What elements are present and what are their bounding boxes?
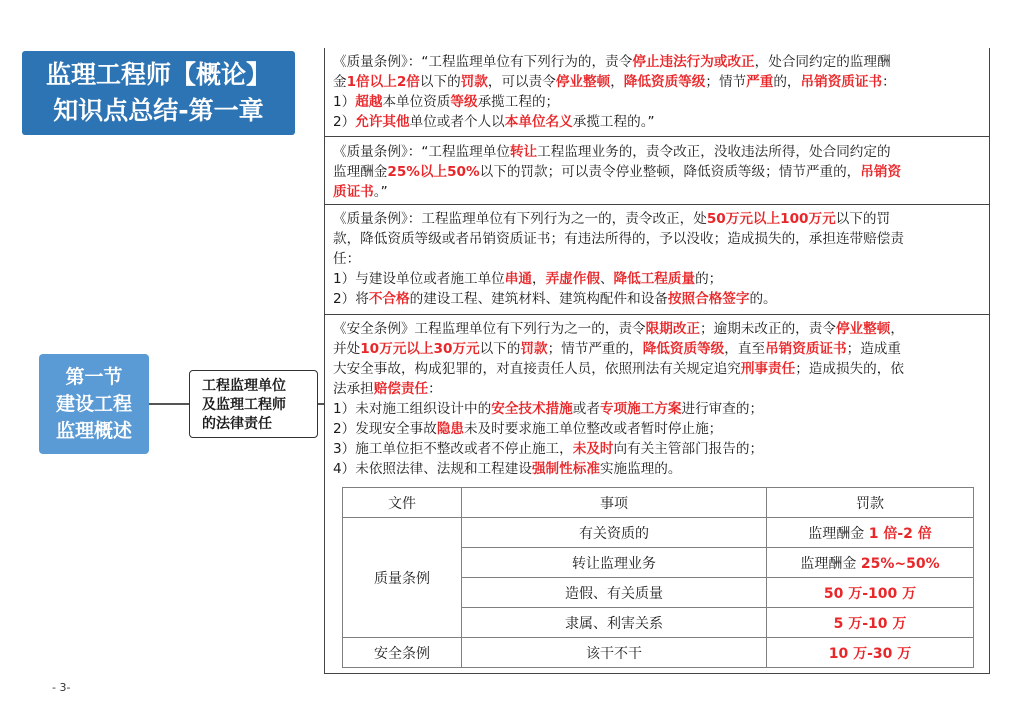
body-text: 2） bbox=[333, 114, 356, 130]
table-header-cell: 事项 bbox=[462, 488, 767, 518]
highlight-text: 1倍以上2倍 bbox=[346, 74, 420, 90]
table-header-row bbox=[343, 488, 974, 518]
table-group-cell: 质量条例 bbox=[343, 518, 462, 638]
table-cell: 转让监理业务 bbox=[462, 548, 767, 578]
text-line bbox=[333, 142, 983, 162]
table-cell: 有关资质的 bbox=[462, 518, 767, 548]
body-text: 实施监理的。 bbox=[599, 461, 682, 477]
body-text: 《质量条例》：“工程监理单位有下列行为的，责令 bbox=[333, 54, 633, 70]
highlight-text: 等级 bbox=[450, 94, 478, 110]
body-text: ，直至 bbox=[724, 341, 766, 357]
body-text: 监理酬金 bbox=[333, 164, 388, 180]
table-cell: 隶属、利害关系 bbox=[462, 608, 767, 638]
body-text: 以下的 bbox=[479, 341, 521, 357]
body-text: 1） bbox=[333, 94, 356, 110]
highlight-text: 罚款 bbox=[460, 74, 488, 90]
body-text: 任： bbox=[333, 251, 361, 267]
text-line bbox=[333, 399, 983, 419]
body-text: ： bbox=[428, 381, 442, 397]
text-line bbox=[333, 339, 983, 359]
text-line bbox=[333, 249, 983, 269]
body-text: ， bbox=[531, 271, 546, 287]
text-line bbox=[333, 112, 983, 132]
chapter-title-line2: 知识点总结-第一章 bbox=[53, 96, 264, 125]
highlight-text: 停止违法行为或改正 bbox=[632, 54, 755, 70]
table-cell bbox=[767, 578, 974, 608]
highlight-text: 限期改正 bbox=[645, 321, 701, 337]
body-text: 2）将 bbox=[333, 291, 369, 307]
content-panel bbox=[324, 48, 990, 674]
divider bbox=[325, 204, 989, 205]
body-text: 承揽工程的。” bbox=[572, 114, 655, 130]
highlight-text: 未及时 bbox=[572, 441, 614, 457]
table-row bbox=[343, 518, 974, 548]
body-text: ， bbox=[610, 74, 624, 90]
body-text: ；情节严重的， bbox=[547, 341, 643, 357]
topic-line2: 及监理工程师 bbox=[202, 397, 286, 413]
highlight-text: 刑事责任 bbox=[740, 361, 796, 377]
body-text: 本单位资质 bbox=[382, 94, 451, 110]
body-text: ；造成损失的，依 bbox=[795, 361, 904, 377]
table-header-cell: 罚款 bbox=[767, 488, 974, 518]
highlight-text: 停业整顿 bbox=[835, 321, 891, 337]
table-cell bbox=[767, 608, 974, 638]
body-text: 3）施工单位拒不整改或者不停止施工， bbox=[333, 441, 573, 457]
section-node bbox=[39, 354, 149, 454]
body-text: 《安全条例》工程监理单位有下列行为之一的，责令 bbox=[333, 321, 646, 337]
fine-value: 1 倍-2 倍 bbox=[868, 525, 932, 542]
table-cell bbox=[767, 638, 974, 668]
chapter-title-line1: 监理工程师【概论】 bbox=[45, 60, 271, 89]
text-line bbox=[333, 359, 983, 379]
table-cell bbox=[767, 518, 974, 548]
section-line2: 建设工程 bbox=[55, 393, 132, 415]
highlight-text: 降低资质等级 bbox=[623, 74, 706, 90]
body-text: 。” bbox=[373, 184, 388, 200]
body-text: 4）未依照法律、法规和工程建设 bbox=[333, 461, 532, 477]
body-text: 以下的 bbox=[419, 74, 461, 90]
divider bbox=[325, 314, 989, 315]
highlight-text: 按照合格签字 bbox=[667, 291, 750, 307]
body-text: ；逾期未改正的，责令 bbox=[700, 321, 836, 337]
body-text: 单位或者个人以 bbox=[409, 114, 505, 130]
section-line3: 监理概述 bbox=[55, 420, 132, 442]
highlight-text: 50万元以上100万元 bbox=[706, 211, 836, 227]
body-text: 金 bbox=[333, 74, 347, 90]
chapter-title bbox=[22, 51, 295, 135]
body-text: ： bbox=[882, 74, 896, 90]
highlight-text: 罚款 bbox=[520, 341, 548, 357]
highlight-text: 质证书 bbox=[333, 184, 374, 200]
page-number: - 3- bbox=[52, 681, 71, 694]
text-line bbox=[333, 229, 983, 249]
highlight-text: 25%以上50% bbox=[387, 164, 480, 180]
body-text: 《质量条例》：“工程监理单位 bbox=[333, 144, 510, 160]
body-text: 以下的罚 bbox=[835, 211, 891, 227]
content-block bbox=[333, 319, 983, 479]
body-text: 承揽工程的； bbox=[477, 94, 560, 110]
highlight-text: 严重 bbox=[746, 74, 774, 90]
body-text: ， bbox=[890, 321, 904, 337]
body-text: 《质量条例》：工程监理单位有下列行为之一的，责令改正，处 bbox=[333, 211, 707, 227]
text-line bbox=[333, 52, 983, 72]
table-cell bbox=[767, 548, 974, 578]
table-row bbox=[343, 638, 974, 668]
fine-value: 10 万-30 万 bbox=[828, 645, 912, 662]
fine-value: 50 万-100 万 bbox=[823, 585, 917, 602]
highlight-text: 停业整顿 bbox=[555, 74, 611, 90]
content-block bbox=[333, 142, 983, 202]
content-block bbox=[333, 52, 983, 132]
body-text: ；情节 bbox=[705, 74, 747, 90]
text-line bbox=[333, 209, 983, 229]
highlight-text: 强制性标准 bbox=[531, 461, 600, 477]
topic-line3: 的法律责任 bbox=[202, 416, 272, 432]
fine-value: 25%~50% bbox=[860, 555, 940, 572]
table-header-cell: 文件 bbox=[343, 488, 462, 518]
table-cell: 造假、有关质量 bbox=[462, 578, 767, 608]
text-line bbox=[333, 319, 983, 339]
body-text: 的， bbox=[773, 74, 801, 90]
text-line bbox=[333, 269, 983, 289]
topic-line1: 工程监理单位 bbox=[202, 378, 286, 394]
body-text: ，可以责令 bbox=[487, 74, 556, 90]
table-cell: 该干不干 bbox=[462, 638, 767, 668]
body-text: 大安全事故，构成犯罪的，对直接责任人员，依照刑法有关规定追究 bbox=[333, 361, 741, 377]
highlight-text: 本单位名义 bbox=[504, 114, 573, 130]
penalty-table bbox=[342, 487, 974, 668]
text-line bbox=[333, 439, 983, 459]
highlight-text: 超越 bbox=[355, 94, 383, 110]
body-text: ，处合同约定的监理酬 bbox=[754, 54, 891, 70]
highlight-text: 弄虚作假 bbox=[545, 271, 600, 287]
divider bbox=[325, 136, 989, 137]
fine-prefix: 监理酬金 bbox=[808, 525, 869, 542]
body-text: 并处 bbox=[333, 341, 361, 357]
body-text: 、 bbox=[599, 271, 614, 287]
body-text: 款，降低资质等级或者吊销资质证书；有违法所得的，予以没收；造成损失的，承担连带赔偿责 bbox=[333, 231, 904, 247]
body-text: 法承担 bbox=[333, 381, 374, 397]
body-text: 的。 bbox=[749, 291, 777, 307]
body-text: 的建设工程、建筑材料、建筑构配件和设备 bbox=[409, 291, 668, 307]
fine-value: 5 万-10 万 bbox=[833, 615, 907, 632]
highlight-text: 不合格 bbox=[368, 291, 410, 307]
highlight-text: 隐患 bbox=[436, 421, 464, 437]
body-text: 或者 bbox=[572, 401, 600, 417]
highlight-text: 允许其他 bbox=[355, 114, 410, 130]
body-text: 进行审查的； bbox=[681, 401, 764, 417]
text-line bbox=[333, 379, 983, 399]
body-text: 2）发现安全事故 bbox=[333, 421, 437, 437]
highlight-text: 降低工程质量 bbox=[613, 271, 696, 287]
table-group-cell: 安全条例 bbox=[343, 638, 462, 668]
text-line bbox=[333, 419, 983, 439]
text-line bbox=[333, 72, 983, 92]
text-line bbox=[333, 459, 983, 479]
body-text: 未及时要求施工单位整改或者暂时停止施； bbox=[464, 421, 723, 437]
highlight-text: 转让 bbox=[509, 144, 538, 160]
body-text: 1）与建设单位或者施工单位 bbox=[333, 271, 505, 287]
connector-section-topic bbox=[149, 403, 189, 405]
fine-prefix: 监理酬金 bbox=[800, 555, 861, 572]
highlight-text: 吊销资质证书 bbox=[765, 341, 847, 357]
text-line bbox=[333, 289, 983, 309]
topic-node bbox=[189, 370, 318, 438]
text-line bbox=[333, 182, 983, 202]
body-text: ；造成重 bbox=[846, 341, 901, 357]
content-block bbox=[333, 209, 983, 309]
highlight-text: 降低资质等级 bbox=[642, 341, 725, 357]
highlight-text: 安全技术措施 bbox=[491, 401, 573, 417]
text-line bbox=[333, 162, 983, 182]
section-line1: 第一节 bbox=[65, 366, 123, 388]
highlight-text: 专项施工方案 bbox=[599, 401, 682, 417]
body-text: 以下的罚款；可以责令停业整顿，降低资质等级；情节严重的， bbox=[479, 164, 861, 180]
highlight-text: 10万元以上30万元 bbox=[360, 341, 480, 357]
text-line bbox=[333, 92, 983, 112]
highlight-text: 串通 bbox=[504, 271, 532, 287]
body-text: 1）未对施工组织设计中的 bbox=[333, 401, 492, 417]
body-text: 工程监理业务的，责令改正，没收违法所得，处合同约定的 bbox=[537, 144, 891, 160]
highlight-text: 吊销资 bbox=[860, 164, 902, 180]
body-text: 向有关主管部门报告的； bbox=[613, 441, 764, 457]
body-text: 的； bbox=[695, 271, 723, 287]
highlight-text: 吊销资质证书 bbox=[800, 74, 883, 90]
highlight-text: 赔偿责任 bbox=[373, 381, 429, 397]
